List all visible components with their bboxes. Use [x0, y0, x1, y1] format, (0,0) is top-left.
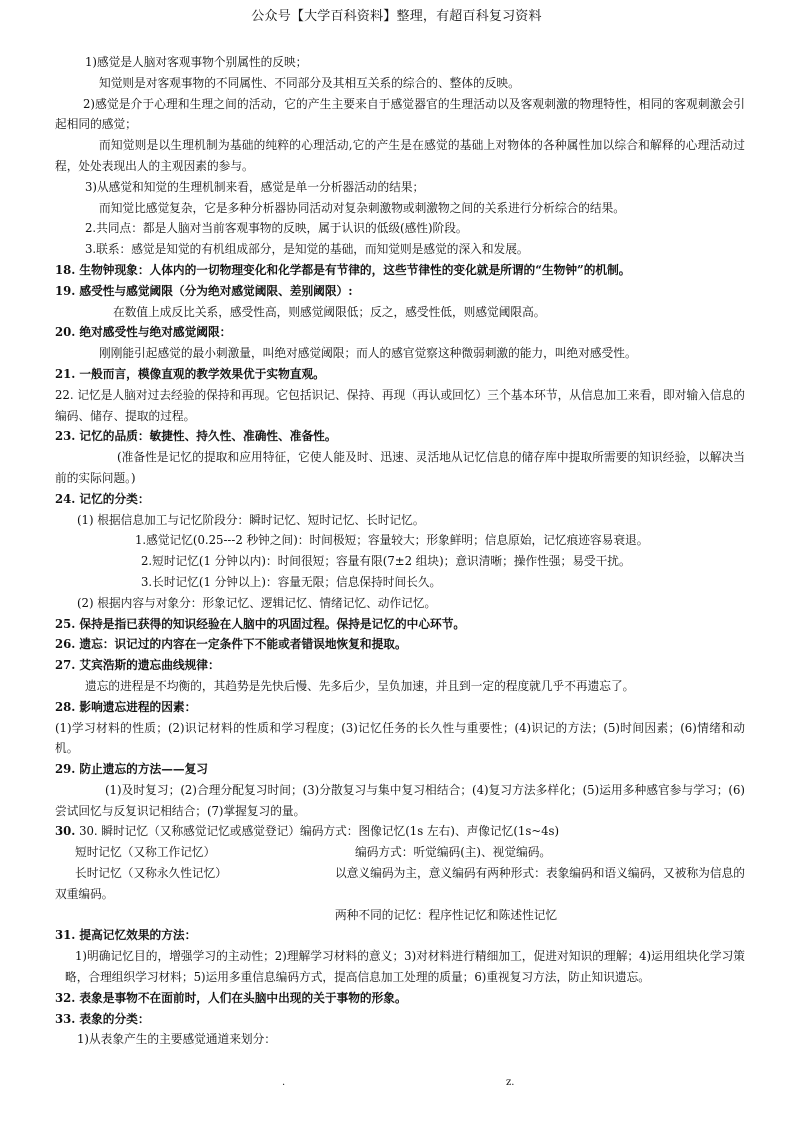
text-line: 知觉则是对客观事物的不同属性、不同部分及其相互关系的综合的、整体的反映。: [99, 75, 520, 90]
section-heading: 19. 感受性与感觉阈限（分为绝对感觉阈限、差别阈限）:: [55, 283, 353, 298]
text-line: [55, 821, 745, 842]
text-line: 1.感觉记忆(0.25---2 秒钟之间)：时间极短；容量较大；形象鲜明；信息原始，记忆痕迹容易衰退。: [135, 533, 649, 548]
section-heading: 26. 遗忘：识记过的内容在一定条件下不能或者错误地恢复和提取。: [55, 637, 407, 652]
section-heading: 29. 防止遗忘的方法——复习: [55, 762, 208, 777]
memory-type-desc: 以意义编码为主，意义编码有两种形式：表象编码和语义编码，又被称为信息的双重编码。: [55, 866, 745, 901]
section-heading: 21. 一般而言，模像直观的教学效果优于实物直观。: [55, 366, 325, 381]
text-paragraph: (1)及时复习；(2)合理分配复习时间；(3)分散复习与集中复习相结合；(4)复习方法多样化；(5)运用多种感官参与学习；(6)尝试回忆与反复识记相结合；(7)掌握复习的量。: [55, 782, 745, 818]
text-line: (1) 根据信息加工与记忆阶段分：瞬时记忆、短时记忆、长时记忆。: [77, 512, 425, 527]
memory-type-desc: 编码方式：听觉编码(主)、视觉编码。: [355, 845, 552, 860]
text-line: 3)从感觉和知觉的生理机制来看，感觉是单一分析器活动的结果；: [85, 179, 425, 194]
section-heading: 33. 表象的分类：: [55, 1011, 150, 1026]
section-heading: 25. 保持是指已获得的知识经验在人脑中的巩固过程。保持是记忆的中心环节。: [55, 616, 466, 631]
two-column-row: [55, 842, 745, 863]
text-paragraph: 1)明确记忆目的，增强学习的主动性；2)理解学习材料的意义；3)对材料进行精细加工，促进对知识的理解；4)运用组块化学习策略，合理组织学习材料；5)运用多重信息编码方式，提高信息加工处理的质量；6)重视复习方法，防止知识遗忘。: [65, 949, 745, 985]
memory-type-label: 长时记忆（又称永久性记忆）: [75, 866, 227, 881]
text-line: 在数值上成反比关系，感受性高，则感觉阈限低；反之，感受性低，则感觉阈限高。: [113, 304, 546, 319]
text-paragraph: 22. 记忆是人脑对过去经验的保持和再现。它包括识记、保持、再现（再认或回忆）三个基本环节，从信息加工来看，即对输入信息的编码、储存、提取的过程。: [55, 387, 745, 423]
section-heading: 31. 提高记忆效果的方法：: [55, 928, 197, 943]
text-line: 1)从表象产生的主要感觉通道来划分：: [77, 1032, 276, 1047]
memory-type-label: 短时记忆（又称工作记忆）: [75, 845, 216, 860]
item-number: 30.: [55, 824, 76, 839]
page-header: 公众号【大学百科资料】整理，有超百科复习资料: [251, 9, 542, 24]
section-heading: 20. 绝对感受性与绝对感觉阈限：: [55, 325, 232, 340]
footer-right: z.: [506, 1077, 515, 1088]
text-line-content: 30. 瞬时记忆（又称感觉记忆或感觉登记）编码方式：图像记忆(1s 左右)、声像记忆(1s~4s): [79, 824, 560, 839]
text-paragraph: 2)感觉是介于心理和生理之间的活动，它的产生主要来自于感觉器官的生理活动以及客观刺激的物理特性，相同的客观刺激会引起相同的感觉；: [55, 96, 745, 132]
text-line: 2.短时记忆(1 分钟以内)：时间很短；容量有限(7±2 组块)；意识清晰；操作性强；易受干扰。: [141, 554, 631, 569]
text-line: 刚刚能引起感觉的最小刺激量，叫绝对感觉阈限；而人的感官觉察这种微弱刺激的能力，叫绝对感受性。: [99, 346, 637, 361]
document-body: [55, 52, 745, 1050]
section-heading: 23. 记忆的品质：敏捷性、持久性、准确性、准备性。: [55, 429, 337, 444]
text-line: 3.长时记忆(1 分钟以上)：容量无限；信息保持时间长久。: [141, 574, 442, 589]
footer-left: .: [282, 1077, 286, 1088]
section-heading: 27. 艾宾浩斯的遗忘曲线规律：: [55, 658, 220, 673]
text-line: 遗忘的进程是不均衡的，其趋势是先快后慢、先多后少，呈负加速，并且到一定的程度就几乎不再遗忘了。: [85, 678, 635, 693]
text-line: 两种不同的记忆：程序性记忆和陈述性记忆: [335, 907, 558, 922]
text-line: (2) 根据内容与对象分：形象记忆、逻辑记忆、情绪记忆、动作记忆。: [77, 595, 437, 610]
text-line: 而知觉比感觉复杂，它是多种分析器协同活动对复杂刺激物或刺激物之间的关系进行分析综合的结果。: [99, 200, 625, 215]
section-heading: 32. 表象是事物不在面前时，人们在头脑中出现的关于事物的形象。: [55, 990, 407, 1005]
section-heading: 18. 生物钟现象：人体内的一切物理变化和化学都是有节律的，这些节律性的变化就是所谓的“生物钟”的机制。: [55, 262, 631, 277]
text-line: 1)感觉是人脑对客观事物个别属性的反映；: [85, 55, 308, 69]
section-heading: 24. 记忆的分类：: [55, 491, 150, 506]
two-column-block: [55, 863, 745, 905]
text-line: 3.联系：感觉是知觉的有机组成部分，是知觉的基础，而知觉则是感觉的深入和发展。: [85, 242, 529, 257]
text-paragraph: (准备性是记忆的提取和应用特征，它使人能及时、迅速、灵活地从记忆信息的储存库中提取所需要的知识经验，以解决当前的实际问题。): [55, 450, 745, 485]
text-paragraph: 而知觉则是以生理机制为基础的纯粹的心理活动,它的产生是在感觉的基础上对物体的各种属性加以综合和解释的心理活动过程，处处表现出人的主观因素的参与。: [55, 138, 745, 173]
text-paragraph: (1)学习材料的性质；(2)识记材料的性质和学习程度；(3)记忆任务的长久性与重要性；(4)识记的方法；(5)时间因素；(6)情绪和动机。: [55, 720, 745, 756]
text-line: 2.共同点：都是人脑对当前客观事物的反映，属于认识的低级(感性)阶段。: [85, 221, 468, 236]
page-footer: [0, 1077, 793, 1091]
section-heading: 28. 影响遗忘进程的因素：: [55, 699, 197, 714]
